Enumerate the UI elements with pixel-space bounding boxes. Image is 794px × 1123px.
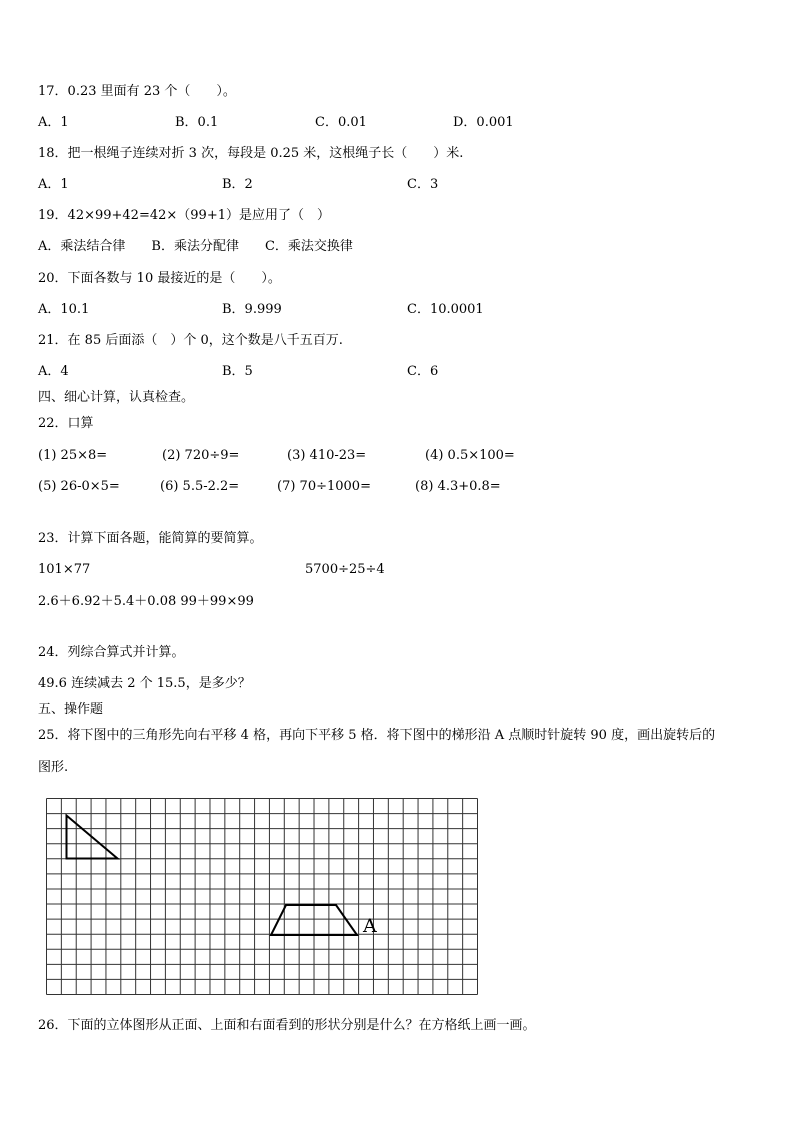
q20-option-b: B．9.999 <box>222 302 282 317</box>
q25-stem-line-2: 图形. <box>38 760 69 775</box>
q17-option-c: C．0.01 <box>315 115 367 130</box>
q22-item-8: (8) 4.3+0.8= <box>415 479 501 494</box>
q21-stem: 21．在 85 后面添（ ）个 0，这个数是八千五百万. <box>38 333 343 348</box>
triangle-shape <box>67 816 118 859</box>
q23-stem: 23．计算下面各题，能简算的要简算。 <box>38 531 263 546</box>
point-a-label: A <box>363 915 377 937</box>
q23-item-3: 2.6＋6.92＋5.4＋0.08 99＋99×99 <box>38 594 254 609</box>
section-4-heading: 四、细心计算，认真检查。 <box>38 390 195 405</box>
q17-stem: 17．0.23 里面有 23 个（ ）。 <box>38 84 236 99</box>
q25-grid-figure <box>46 798 478 998</box>
section-5-heading: 五、操作题 <box>38 702 104 717</box>
q25-stem-line-1: 25．将下图中的三角形先向右平移 4 格，再向下平移 5 格．将下图中的梯形沿 A 点顺时针旋转 90 度，画出旋转后的 <box>38 728 716 743</box>
q17-option-d: D．0.001 <box>453 115 514 130</box>
q19-stem: 19．42×99+42=42×（99+1）是应用了（ ） <box>38 208 330 223</box>
q19-options: A．乘法结合律 B．乘法分配律 C．乘法交换律 <box>38 239 353 254</box>
q22-stem: 22．口算 <box>38 416 94 431</box>
q24-stem: 24．列综合算式并计算。 <box>38 645 185 660</box>
q18-option-b: B．2 <box>222 177 253 192</box>
q26-stem: 26．下面的立体图形从正面、上面和右面看到的形状分别是什么？在方格纸上画一画。 <box>38 1018 536 1033</box>
q22-item-5: (5) 26-0×5= <box>38 479 120 494</box>
q20-option-a: A．10.1 <box>38 302 90 317</box>
q22-item-4: (4) 0.5×100= <box>425 448 515 463</box>
q18-stem: 18．把一根绳子连续对折 3 次，每段是 0.25 米，这根绳子长（ ）米. <box>38 146 464 161</box>
q24-body: 49.6 连续减去 2 个 15.5，是多少？ <box>38 676 251 691</box>
q22-item-2: (2) 720÷9= <box>162 448 240 463</box>
q20-stem: 20．下面各数与 10 最接近的是（ ）。 <box>38 271 281 286</box>
q23-item-2: 5700÷25÷4 <box>305 562 385 577</box>
grid-lines <box>47 799 478 995</box>
q21-option-c: C．6 <box>407 364 439 379</box>
q17-option-a: A．1 <box>38 115 69 130</box>
q22-item-3: (3) 410-23= <box>287 448 367 463</box>
q21-option-b: B．5 <box>222 364 253 379</box>
q22-item-6: (6) 5.5-2.2= <box>160 479 240 494</box>
q23-item-1: 101×77 <box>38 562 91 577</box>
q20-option-c: C．10.0001 <box>407 302 484 317</box>
q18-option-a: A．1 <box>38 177 69 192</box>
q17-option-b: B．0.1 <box>175 115 219 130</box>
q22-item-1: (1) 25×8= <box>38 448 108 463</box>
q22-item-7: (7) 70÷1000= <box>277 479 371 494</box>
q18-option-c: C．3 <box>407 177 439 192</box>
q21-option-a: A．4 <box>38 364 69 379</box>
